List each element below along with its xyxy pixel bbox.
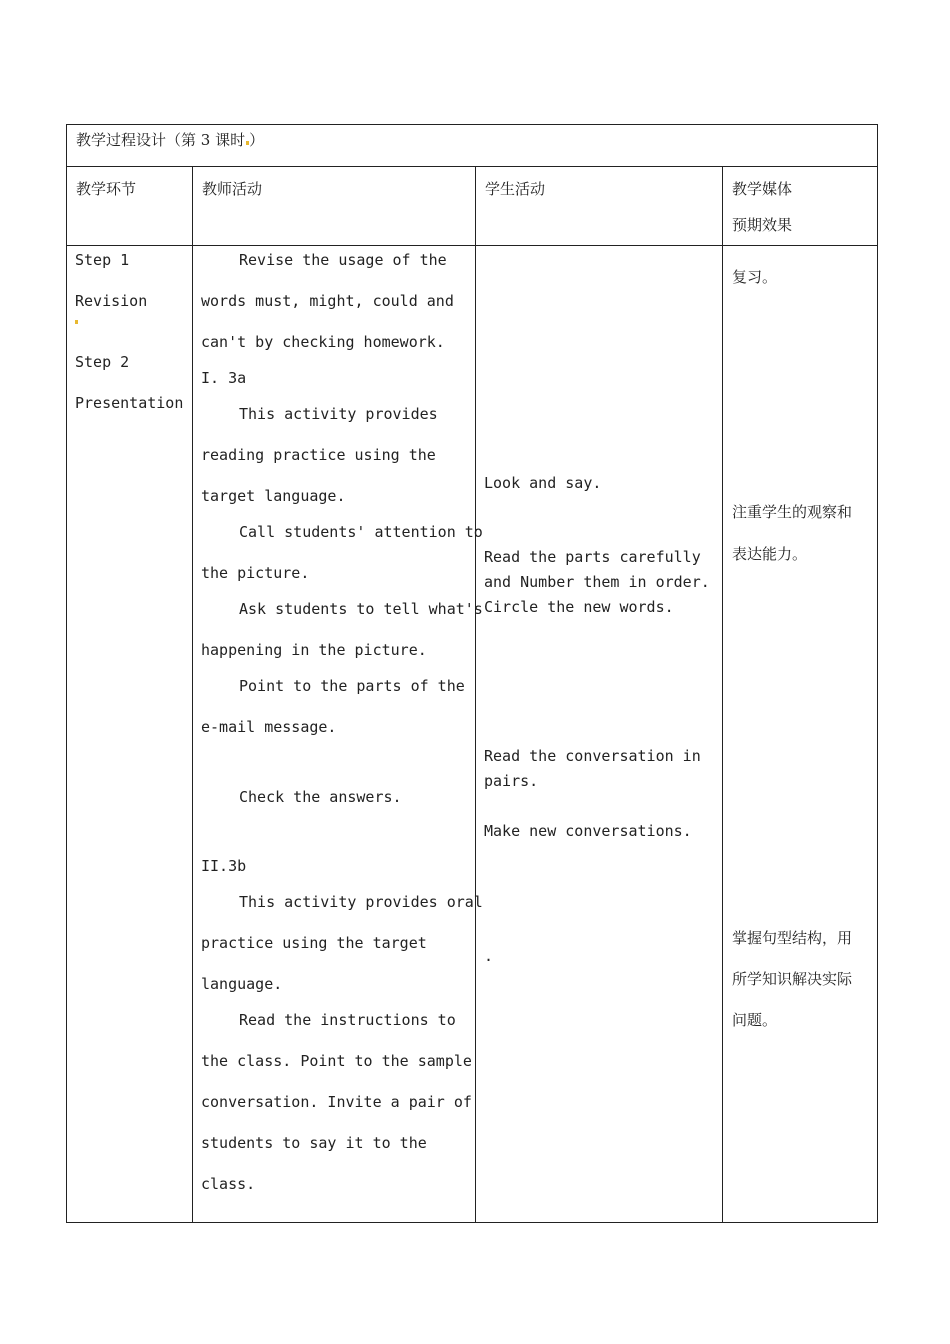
teacher-line: the class. Point to the sample <box>201 1052 472 1070</box>
stage-cell <box>67 246 193 1223</box>
header-teacher-label: 教师活动 <box>202 180 263 198</box>
media-line: 所学知识解决实际 <box>732 970 853 988</box>
step1-label: Step 1 <box>75 251 130 269</box>
header-media <box>723 167 878 246</box>
header-stage-label: 教学环节 <box>76 180 137 198</box>
step2-name: Presentation <box>75 394 184 412</box>
teacher-line: target language. <box>201 487 346 505</box>
teacher-line: Point to the parts of the <box>239 677 465 695</box>
teacher-line: Call students' attention to <box>239 523 483 541</box>
mark-dot-2 <box>75 320 78 324</box>
title-row <box>67 125 878 167</box>
header-effect-label: 预期效果 <box>732 216 793 234</box>
teacher-line: Check the answers. <box>239 788 402 806</box>
teacher-section-3a: I. 3a <box>201 369 247 387</box>
teacher-line: conversation. Invite a pair of <box>201 1093 472 1111</box>
media-line: 问题。 <box>732 1011 778 1029</box>
header-student <box>476 167 723 246</box>
step2-label: Step 2 <box>75 353 130 371</box>
teacher-cell <box>193 246 483 1223</box>
header-teacher <box>193 167 476 246</box>
teacher-line: can't by checking homework. <box>201 333 445 351</box>
lesson-title: 教学过程设计（第 3 课时 <box>76 131 246 149</box>
teacher-line: Read the instructions to <box>239 1011 456 1029</box>
student-line: Read the conversation in <box>484 747 701 765</box>
teacher-line: This activity provides <box>239 405 438 423</box>
teacher-line: Ask students to tell what's <box>239 600 483 618</box>
teacher-line: happening in the picture. <box>201 641 427 659</box>
student-line: Make new conversations. <box>484 822 692 840</box>
media-line: 复习。 <box>732 268 778 286</box>
lesson-plan-table <box>66 124 878 1223</box>
teacher-line: words must, might, could and <box>201 292 454 310</box>
teacher-line: class. <box>201 1175 256 1193</box>
student-line: pairs. <box>484 772 539 790</box>
lesson-title-suffix: ） <box>249 131 265 149</box>
teacher-line: Revise the usage of the <box>239 251 447 269</box>
teacher-line: language. <box>201 975 283 993</box>
teacher-line: e-mail message. <box>201 718 337 736</box>
student-line: Read the parts carefully <box>484 548 701 566</box>
teacher-line: This activity provides oral <box>239 893 483 911</box>
student-cell <box>476 246 723 1223</box>
student-line: Look and say. <box>484 474 602 492</box>
title-cell <box>67 125 878 167</box>
media-line: 表达能力。 <box>732 545 808 563</box>
teacher-line: students to say it to the <box>201 1134 427 1152</box>
header-stage <box>67 167 193 246</box>
teacher-line: practice using the target <box>201 934 427 952</box>
media-line: 注重学生的观察和 <box>732 503 853 521</box>
header-media-label: 教学媒体 <box>732 180 793 198</box>
teacher-line: the picture. <box>201 564 310 582</box>
header-row <box>67 167 878 246</box>
header-student-label: 学生活动 <box>485 180 546 198</box>
teacher-section-3b: II.3b <box>201 857 247 875</box>
step1-name: Revision <box>75 292 148 310</box>
media-cell <box>723 246 878 1223</box>
student-line: Circle the new words. <box>484 598 674 616</box>
teacher-line: reading practice using the <box>201 446 436 464</box>
media-line: 掌握句型结构，用 <box>732 929 853 947</box>
student-line: . <box>484 947 494 965</box>
student-line: and Number them in order. <box>484 573 710 591</box>
content-row <box>67 246 878 1223</box>
